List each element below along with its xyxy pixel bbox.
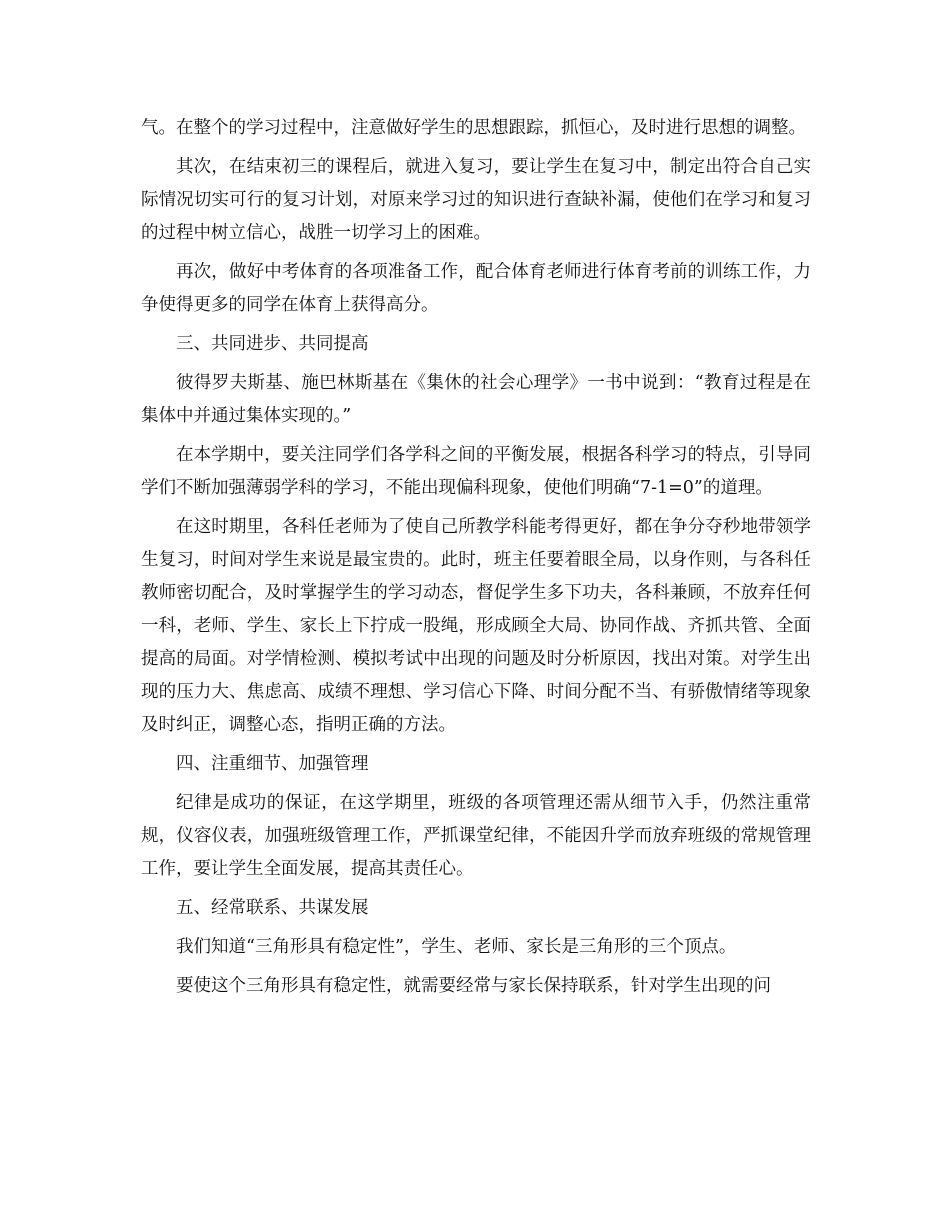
paragraph: 纪律是成功的保证，在这学期里，班级的各项管理还需从细节入手，仍然注重常规，仪容仪表，加强班级管理工作，严抓课堂纪律，不能因升学而放弃班级的常规管理工作，要让学生全面发展，提高其责任心。 — [141, 793, 811, 879]
section-heading: 三、共同进步、共同提高 — [176, 334, 369, 354]
paragraph: 气。在整个的学习过程中，注意做好学生的思想跟踪，抓恒心，及时进行思想的调整。 — [141, 118, 806, 138]
document-body — [141, 112, 811, 1009]
section-heading: 五、经常联系、共谋发展 — [176, 898, 369, 918]
paragraph: 在本学期中，要关注同学们各学科之间的平衡发展，根据各科学习的特点，引导同学们不断加强薄弱学科的学习，不能出现偏科现象，使他们明确“7-1=0”的道理。 — [141, 445, 811, 498]
paragraph: 要使这个三角形具有稳定性，就需要经常与家长保持联系，针对学生出现的问 — [176, 976, 771, 996]
paragraph: 再次，做好中考体育的各项准备工作，配合体育老师进行体育考前的训练工作，力争使得更多的同学在体育上获得高分。 — [141, 262, 811, 315]
paragraph: 其次，在结束初三的课程后，就进入复习，要让学生在复习中，制定出符合自己实际情况切实可行的复习计划，对原来学习过的知识进行查缺补漏，使他们在学习和复习的过程中树立信心，战胜一切学习上的困难。 — [141, 157, 811, 243]
section-heading: 四、注重细节、加强管理 — [176, 754, 369, 774]
paragraph: 彼得罗夫斯基、施巴林斯基在《集休的社会心理学》一书中说到：“教育过程是在集体中并通过集体实现的。” — [141, 373, 811, 426]
paragraph: 我们知道“三角形具有稳定性”，学生、老师、家长是三角形的三个顶点。 — [176, 937, 737, 957]
paragraph: 在这时期里，各科任老师为了使自己所教学科能考得更好，都在争分夺秒地带领学生复习，时间对学生来说是最宝贵的。此时，班主任要着眼全局，以身作则，与各科任教师密切配合，及时掌握学生的学习动态，督促学生多下功夫，各科兼顾，不放弃任何一科，老师、学生、家长上下拧成一股绳，形成顾全大局、协同作战、齐抓共管、全面提高的局面。对学情检测、模拟考试中出现的问题及时分析原因，找出对策。对学生出现的压力大、焦虑高、成绩不理想、学习信心下降、时间分配不当、有骄傲情绪等现象及时纠正，调整心态，指明正确的方法。 — [141, 517, 811, 735]
